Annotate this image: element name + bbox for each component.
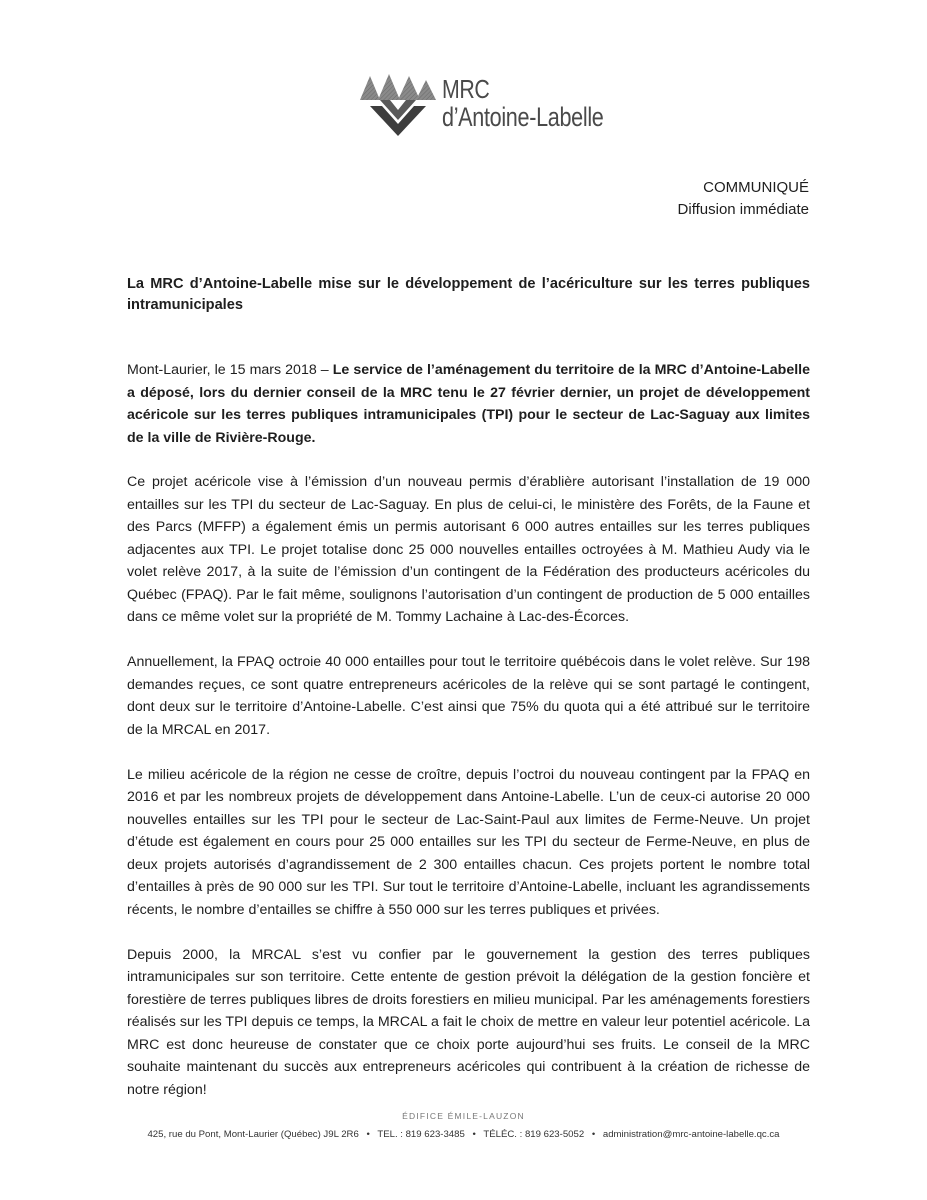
release-type: COMMUNIQUÉ (703, 179, 809, 196)
release-block (678, 177, 809, 221)
release-diffusion: Diffusion immédiate (677, 201, 809, 218)
footer-address: 425, rue du Pont, Mont-Laurier (Québec) J9L 2R6 (147, 1129, 359, 1140)
logo-wordmark (442, 76, 644, 131)
paragraph-4: Depuis 2000, la MRCAL s’est vu confier par le gouvernement la gestion des terres publiques intramunicipales sur son territoire. Cette entente de gestion prévoit la délégation de la gestion foncière et forestière de terres publiques libres de droits forestiers en milieu municipal. Par les aménagements forestiers réalisés sur les TPI depuis ce temps, la MRCAL a fait le choix de mettre en valeur leur potentiel acéricole. La MRC est donc heureuse de constater que ce choix porte aujourd’hui ses fruits. Le conseil de la MRC souhaite maintenant du succès aux entrepreneurs acéricoles qui contribuent à la création de richesse de notre région! (127, 946, 810, 1098)
logo-line-name: d’Antoine-Labelle (442, 102, 604, 132)
footer-phone: TEL. : 819 623-3485 (377, 1129, 465, 1140)
headline: La MRC d’Antoine-Labelle mise sur le développement de l’acériculture sur les terres publiques intramunicipales (127, 276, 810, 313)
mrc-logo (356, 72, 616, 138)
footer-fax: TÉLÉC. : 819 623-5052 (483, 1129, 585, 1140)
paragraph-1: Ce projet acéricole vise à l’émission d’un nouveau permis d’érablière autorisant l’installation de 19 000 entailles sur les TPI du secteur de Lac-Saguay. En plus de celui-ci, le ministère des Forêts, de la Faune et des Parcs (MFFP) a également émis un permis autorisant 6 000 autres entailles sur les terres publiques adjacentes aux TPI. Le projet totalise donc 25 000 nouvelles entailles octroyées à M. Mathieu Audy via le volet relève 2017, à la suite de l’émission d’un contingent de la Fédération des producteurs acéricoles du Québec (FPAQ). Par le fait même, soulignons l’autorisation d’un contingent de production de 5 000 entailles dans ce même volet sur la propriété de M. Tommy Lachaine à Lac-des-Écorces. (127, 474, 810, 625)
dateline: Mont-Laurier, le 15 mars 2018 – (127, 362, 333, 378)
footer-contact (0, 1129, 927, 1140)
lead-text: Le service de l’aménagement du territoire de la MRC d’Antoine-Labelle a déposé, lors du dernier conseil de la MRC tenu le 27 février dernier, un projet de développement acéricole sur les terres publiques intramunicipales (TPI) pour le secteur de Lac-Saguay aux limites de la ville de Rivière-Rouge. (127, 362, 810, 446)
logo-line-mrc: MRC (442, 74, 490, 104)
document-body (127, 359, 810, 1124)
footer-separator: • (472, 1129, 476, 1140)
footer-separator: • (591, 1129, 596, 1140)
mountain-trees-logo-icon (356, 72, 440, 138)
footer-email[interactable]: administration@mrc-antoine-labelle.qc.ca (602, 1129, 780, 1140)
footer-building: ÉDIFICE ÉMILE-LAUZON (402, 1111, 525, 1121)
paragraph-3: Le milieu acéricole de la région ne cesse de croître, depuis l’octroi du nouveau contingent par la FPAQ en 2016 et par les nombreux projets de développement dans Antoine-Labelle. L’un de ceux-ci autorise 20 000 nouvelles entailles sur les TPI pour le secteur de Lac-Saint-Paul aux limites de Ferme-Neuve. Un projet d’étude est également en cours pour 25 000 entailles sur les TPI du secteur de Ferme-Neuve, en plus de deux projets autorisés d’agrandissement de 2 300 entailles chacun. Ces projets portent le nombre total d’entailles à près de 90 000 sur les TPI. Sur tout le territoire d’Antoine-Labelle, incluant les agrandissements récents, le nombre d’entailles se chiffre à 550 000 sur les terres publiques et privées. (127, 766, 810, 918)
footer-separator: • (366, 1129, 370, 1140)
paragraph-2: Annuellement, la FPAQ octroie 40 000 entailles pour tout le territoire québécois dans le volet relève. Sur 198 demandes reçues, ce sont quatre entrepreneurs acéricoles de la relève qui se sont partagé le contingent, dont deux sur le territoire d’Antoine-Labelle. C’est ainsi que 75% du quota qui a été attribué sur le territoire de la MRCAL en 2017. (127, 654, 810, 738)
intro-paragraph (127, 359, 810, 449)
